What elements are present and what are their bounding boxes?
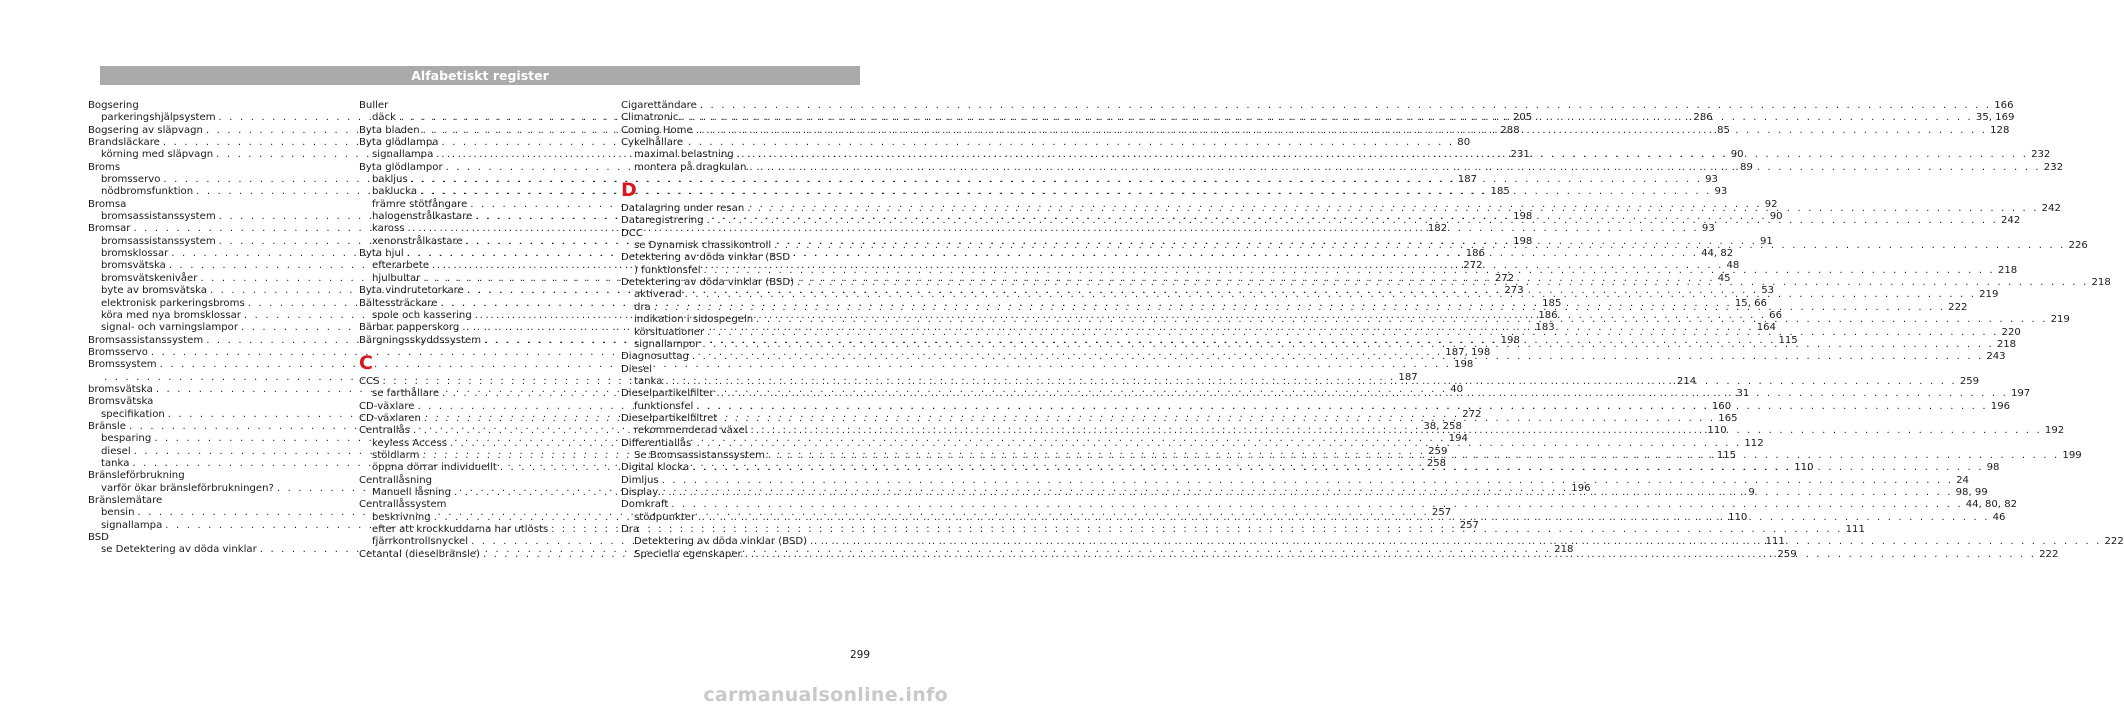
entry-label: bromsvätska xyxy=(101,260,166,272)
entry-page-ref: 226 xyxy=(2068,240,2088,252)
dot-leader xyxy=(737,149,2028,161)
index-letter-heading: C xyxy=(359,351,373,374)
index-entry xyxy=(88,162,318,174)
entry-page-ref: 272 xyxy=(1462,408,1482,420)
entry-label: aktiverad xyxy=(634,289,682,301)
index-entry xyxy=(88,199,318,211)
entry-label: Dieselpartikelfilter xyxy=(621,388,714,400)
entry-label: Coming Home xyxy=(621,124,693,136)
entry-page-ref: 198 xyxy=(1500,334,1520,346)
dot-leader xyxy=(698,512,1989,524)
entry-label: bromsvätskenivåer xyxy=(101,272,198,284)
index-entry xyxy=(621,100,2014,112)
entry-label: Centrallåsning xyxy=(359,474,433,486)
entry-label: Bromsservo xyxy=(88,346,148,358)
dot-leader xyxy=(682,112,1973,124)
entry-label: Brandsläckare xyxy=(88,137,160,149)
entry-page-ref: 92 xyxy=(1764,198,1778,210)
entry-label: byte av bromsvätska xyxy=(101,285,207,297)
entry-page-ref: 205 xyxy=(1512,112,1533,124)
entry-label: Byta bladen xyxy=(359,124,420,136)
entry-label: Centrallås xyxy=(359,425,411,437)
section-header: Alfabetiskt register xyxy=(100,66,860,85)
entry-label: BSD xyxy=(88,532,109,544)
entry-label: Bränsle xyxy=(88,420,126,432)
entry-label: diesel xyxy=(101,445,131,457)
entry-page-ref: 197 xyxy=(2010,388,2031,400)
entry-label: Datalagring under resan xyxy=(621,203,745,215)
entry-label: signallampor xyxy=(634,338,700,350)
entry-label: parkeringshjälpsystem xyxy=(101,112,216,124)
entry-label: bromsvätska xyxy=(88,383,153,395)
entry-label: Climatronic xyxy=(621,112,679,124)
entry-label: CCS xyxy=(359,375,380,387)
entry-label: Diesel xyxy=(621,363,653,375)
entry-page-ref: 218 xyxy=(1554,544,1574,556)
entry-page-ref: 44, 80, 82 xyxy=(1965,499,2018,511)
entry-label: Dieselpartikelfiltret xyxy=(621,412,718,424)
dot-leader xyxy=(420,186,1711,198)
entry-label: CD-växlare xyxy=(359,400,415,412)
entry-label: bromsservo xyxy=(101,174,161,186)
dot-leader xyxy=(774,240,2065,252)
entry-label: signal- och varningslampor xyxy=(101,322,238,334)
dot-leader xyxy=(702,339,1993,351)
entry-page-ref: 288 xyxy=(1500,124,1520,136)
dot-leader xyxy=(662,475,1953,487)
entry-label: bromsklossar xyxy=(101,248,169,260)
entry-label: Cykelhållare xyxy=(621,137,684,149)
entry-page-ref: 48 xyxy=(1726,260,1740,272)
entry-page-ref: 53 xyxy=(1761,285,1775,297)
entry-page-ref: 272 xyxy=(1463,260,1483,272)
entry-label: Cigarettändare xyxy=(621,100,697,111)
entry-label: indikation i sidospegeln xyxy=(634,314,754,326)
entry-page-ref: 198 xyxy=(1454,359,1474,371)
entry-page-ref: 98, 99 xyxy=(1955,486,1988,498)
index-entry xyxy=(88,532,318,544)
entry-page-ref: 220 xyxy=(2001,326,2021,338)
entry-label: keyless Access xyxy=(372,437,447,449)
entry-label: DCC xyxy=(621,227,643,239)
dot-leader xyxy=(768,450,2059,462)
entry-label: Dimljus xyxy=(621,474,659,486)
entry-page-ref: 80 xyxy=(1457,137,1471,149)
index-entry xyxy=(359,100,589,112)
entry-label: Dra xyxy=(621,524,640,535)
entry-page-ref: 214 xyxy=(1676,375,1697,387)
entry-label: rekommenderad växel xyxy=(634,425,748,437)
dot-leader xyxy=(692,462,1983,474)
entry-label: främre stötfångare xyxy=(372,198,468,210)
dot-leader xyxy=(671,499,1962,511)
entry-page-ref: 45 xyxy=(1717,272,1731,284)
entry-page-ref: 85 xyxy=(1717,124,1730,136)
dot-leader xyxy=(707,215,1998,227)
entry-label: Byta hjul xyxy=(359,248,404,260)
entry-label: nödbromsfunktion xyxy=(101,186,194,198)
entry-label: Bältessträckare xyxy=(359,297,438,309)
index-entry xyxy=(88,396,318,408)
entry-page-ref: 219 xyxy=(1979,289,1999,301)
entry-label: bromsassistanssystem xyxy=(101,235,216,247)
entry-page-ref: 44, 82 xyxy=(1701,248,1734,260)
entry-page-ref: 198 xyxy=(1513,211,1533,223)
entry-page-ref: 182 xyxy=(1427,223,1448,235)
entry-page-ref: 192 xyxy=(2044,425,2065,437)
entry-label: Bromsa xyxy=(88,198,127,210)
entry-label: Display xyxy=(621,486,659,498)
index-entry xyxy=(621,438,851,450)
entry-page-ref: 187 xyxy=(1457,174,1478,186)
entry-label: Domkraft xyxy=(621,499,669,511)
dot-leader xyxy=(700,100,1991,112)
entry-page-ref: 187, 198 xyxy=(1445,346,1491,358)
entry-page-ref: 186 xyxy=(1538,309,1558,321)
entry-label: Manuell låsning xyxy=(372,486,451,498)
entry-page-ref: 112 xyxy=(1744,437,1764,449)
entry-label: bensin xyxy=(101,507,135,519)
entry-page-ref: 272 xyxy=(1494,272,1515,284)
dot-leader xyxy=(685,289,1976,301)
entry-label: Bränslemätare xyxy=(88,495,163,506)
entry-page-ref: 89 xyxy=(1740,161,1753,173)
index-entry xyxy=(621,524,851,536)
entry-page-ref: 111 xyxy=(1765,536,1785,548)
entry-page-ref: 166 xyxy=(1994,100,2014,111)
dot-leader xyxy=(745,549,2036,561)
entry-label: Broms xyxy=(88,161,121,173)
entry-page-ref: 110 xyxy=(1707,425,1727,437)
dot-leader xyxy=(665,376,1956,388)
entry-label: Byta vindrutetorkare xyxy=(359,285,464,297)
entry-label: Detektering av döda vinklar (BSD xyxy=(621,252,791,264)
dot-leader xyxy=(696,401,1987,413)
entry-label: Speciella egenskaper xyxy=(634,548,742,560)
index-entry xyxy=(88,100,318,112)
entry-page-ref: 231 xyxy=(1510,149,1530,161)
entry-label: spole och kassering xyxy=(372,309,472,321)
entry-label: CD-växlaren xyxy=(359,412,421,424)
entry-label: funktionsfel xyxy=(634,400,694,412)
entry-page-ref: 218 xyxy=(1997,264,2018,276)
index-entry xyxy=(359,475,589,487)
entry-label: Cetantal (dieselbränsle) xyxy=(359,548,480,560)
entry-page-ref: 93 xyxy=(1701,223,1715,235)
entry-page-ref: 286 xyxy=(1693,112,1713,124)
entry-label: Differentiallås xyxy=(621,437,692,449)
entry-page-ref: 273 xyxy=(1504,285,1524,297)
entry-label: stöldlarm xyxy=(372,449,420,461)
index-entry xyxy=(621,228,851,240)
entry-label: Detektering av döda vinklar (BSD) xyxy=(621,277,795,289)
entry-page-ref: 110 xyxy=(1728,511,1748,523)
entry-page-ref: 219 xyxy=(2050,314,2070,326)
entry-page-ref: 31 xyxy=(1736,388,1750,400)
entry-label: se Dynamisk chassikontroll xyxy=(634,240,772,252)
entry-page-ref: 15, 66 xyxy=(1734,297,1767,309)
entry-page-ref: 257 xyxy=(1431,507,1452,519)
entry-label: körsituationer xyxy=(634,326,705,338)
entry-page-ref: 115 xyxy=(1716,449,1737,461)
entry-page-ref: 24 xyxy=(1956,474,1969,486)
entry-label: tanka xyxy=(101,457,130,469)
entry-page-ref: 66 xyxy=(1769,309,1783,321)
dot-leader xyxy=(756,314,2047,326)
entry-page-ref: 165 xyxy=(1718,412,1738,424)
index-entry xyxy=(88,495,318,507)
entry-page-ref: 194 xyxy=(1448,433,1468,445)
index-entry xyxy=(359,137,589,149)
entry-label: montera på dragkulan xyxy=(634,161,747,173)
dot-leader xyxy=(797,277,2088,289)
entry-label: xenonstrålkastare xyxy=(372,235,463,247)
entry-page-ref: 110 xyxy=(1794,462,1814,474)
entry-label: köra med nya bromsklossar xyxy=(101,309,241,321)
entry-label: Dataregistrering xyxy=(621,215,704,227)
watermark: carmanualsonline.info xyxy=(703,684,948,706)
dot-leader xyxy=(747,203,2038,215)
index-letter-heading: D xyxy=(621,179,637,202)
entry-page-ref: 242 xyxy=(2041,203,2061,215)
entry-label: efterarbete xyxy=(372,260,430,272)
entry-page-ref: 222 xyxy=(1948,301,1968,313)
entry-label: kaross xyxy=(372,223,405,235)
page-number: 299 xyxy=(849,649,870,661)
entry-label: bromsassistanssystem xyxy=(101,211,216,223)
entry-page-ref: 196 xyxy=(1990,400,2011,412)
entry-label: körning med släpvagn xyxy=(101,149,214,161)
entry-label: Bromssystem xyxy=(88,359,157,371)
entry-label: beskrivning xyxy=(372,511,431,523)
entry-page-ref: 128 xyxy=(1990,124,2010,136)
entry-page-ref: 198 xyxy=(1513,235,1533,247)
entry-page-ref: 183 xyxy=(1535,322,1555,334)
dot-leader xyxy=(707,327,1998,339)
entry-label: tanka xyxy=(634,375,663,387)
entry-label: Bränsleförbrukning xyxy=(88,470,185,482)
dot-leader xyxy=(750,425,2041,437)
entry-label: stödpunkter xyxy=(634,511,696,523)
entry-page-ref: 40 xyxy=(1450,383,1464,395)
entry-label: signallampa xyxy=(372,149,434,161)
entry-label: elektronisk parkeringsbroms xyxy=(101,297,245,309)
entry-page-ref: 232 xyxy=(2031,149,2051,161)
entry-page-ref: 218 xyxy=(1996,338,2017,350)
entry-label: halogenstrålkastare xyxy=(372,211,473,223)
entry-label: däck xyxy=(372,112,396,124)
entry-label: Bogsering av släpvagn xyxy=(88,124,203,136)
entry-page-ref: 199 xyxy=(2062,449,2082,461)
index-entry xyxy=(359,499,589,511)
entry-page-ref: 242 xyxy=(2000,215,2021,227)
entry-label: Bromsar xyxy=(88,223,131,235)
entry-page-ref: 90 xyxy=(1769,211,1783,223)
entry-page-ref: 196 xyxy=(1571,482,1591,494)
entry-label: Diagnosuttag xyxy=(621,351,689,363)
dot-leader xyxy=(696,125,1987,137)
entry-label: Se Bromsassistanssystem xyxy=(634,449,766,461)
index-entry xyxy=(88,470,318,482)
entry-page-ref: 243 xyxy=(1986,351,2006,363)
entry-label: Detektering av döda vinklar (BSD) xyxy=(634,536,808,548)
entry-page-ref: 185 xyxy=(1490,186,1510,198)
entry-label: maximal belastning xyxy=(634,149,734,161)
entry-label: varför ökar bränsleförbrukningen? xyxy=(101,482,274,494)
entry-label: Bromsassistanssystem xyxy=(88,334,204,346)
dot-leader xyxy=(717,388,2008,400)
entry-page-ref: 185 xyxy=(1542,297,1562,309)
dot-leader xyxy=(810,536,2101,548)
entry-page-ref: 259 xyxy=(1777,548,1797,560)
entry-page-ref: 93 xyxy=(1705,174,1718,186)
entry-label: Buller xyxy=(359,100,389,111)
entry-page-ref: 38, 258 xyxy=(1423,420,1462,432)
index-entry xyxy=(621,137,851,149)
index-entry xyxy=(621,413,851,425)
entry-label: Bromsvätska xyxy=(88,396,154,408)
index-entry xyxy=(621,252,851,264)
entry-label: Bogsering xyxy=(88,100,139,111)
entry-page-ref: 186 xyxy=(1465,248,1485,260)
entry-page-ref: 46 xyxy=(1992,511,2006,523)
index-entry xyxy=(621,474,1969,487)
entry-page-ref: 222 xyxy=(2039,548,2059,560)
entry-label: specifikation xyxy=(101,408,165,420)
entry-page-ref: 258 xyxy=(1426,457,1447,469)
dot-leader xyxy=(692,351,1983,363)
dot-leader xyxy=(411,174,1702,186)
entry-page-ref: 35, 169 xyxy=(1975,112,2015,124)
entry-page-ref: 259 xyxy=(1959,375,1980,387)
dot-leader xyxy=(424,413,1715,425)
entry-label: baklucka xyxy=(372,186,418,198)
entry-label: ) funktionsfel xyxy=(634,264,701,276)
entry-page-ref: 259 xyxy=(1428,445,1448,457)
entry-label: Bärbar papperskorg xyxy=(359,322,460,334)
entry-page-ref: 160 xyxy=(1711,400,1732,412)
entry-page-ref: 222 xyxy=(2104,536,2124,548)
entry-label: Bärgningsskyddssystem xyxy=(359,334,482,346)
dot-leader xyxy=(654,302,1945,314)
entry-label: se Detektering av döda vinklar xyxy=(101,544,257,556)
entry-label: Centrallåssystem xyxy=(359,499,447,511)
entry-label: dra xyxy=(634,301,651,313)
entry-page-ref: 257 xyxy=(1459,519,1479,531)
dot-leader xyxy=(749,162,2040,174)
entry-label: hjulbultar xyxy=(372,272,421,284)
entry-label: se farthållare xyxy=(372,388,440,400)
entry-page-ref: 232 xyxy=(2043,161,2064,173)
entry-page-ref: 9 xyxy=(1748,486,1755,498)
entry-label: signallampa xyxy=(101,519,163,531)
entry-page-ref: 93 xyxy=(1714,186,1728,198)
entry-page-ref: 98 xyxy=(1986,462,2000,474)
entry-label: besparing xyxy=(101,433,152,445)
entry-label: Byta glödlampa xyxy=(359,137,439,149)
entry-page-ref: 218 xyxy=(2091,277,2111,289)
entry-page-ref: 164 xyxy=(1756,322,1776,334)
entry-label: bakljus xyxy=(372,174,408,186)
entry-label: öppna dörrar individuellt xyxy=(372,462,497,474)
dot-leader xyxy=(661,487,1952,499)
index-entry xyxy=(621,499,2018,511)
entry-page-ref: 91 xyxy=(1760,235,1773,247)
index-entry xyxy=(621,364,851,376)
entry-label: Byta glödlampor xyxy=(359,161,443,173)
entry-label: Digital klocka xyxy=(621,462,690,474)
entry-page-ref: 111 xyxy=(1845,524,1865,535)
entry-label: efter att krockkuddarna har utlösts xyxy=(372,524,549,535)
dot-leader xyxy=(704,265,1995,277)
entry-label: fjärrkontrollsnyckel xyxy=(372,536,469,548)
entry-page-ref: 187 xyxy=(1398,371,1418,383)
entry-page-ref: 115 xyxy=(1778,334,1798,346)
entry-page-ref: 90 xyxy=(1730,149,1744,161)
